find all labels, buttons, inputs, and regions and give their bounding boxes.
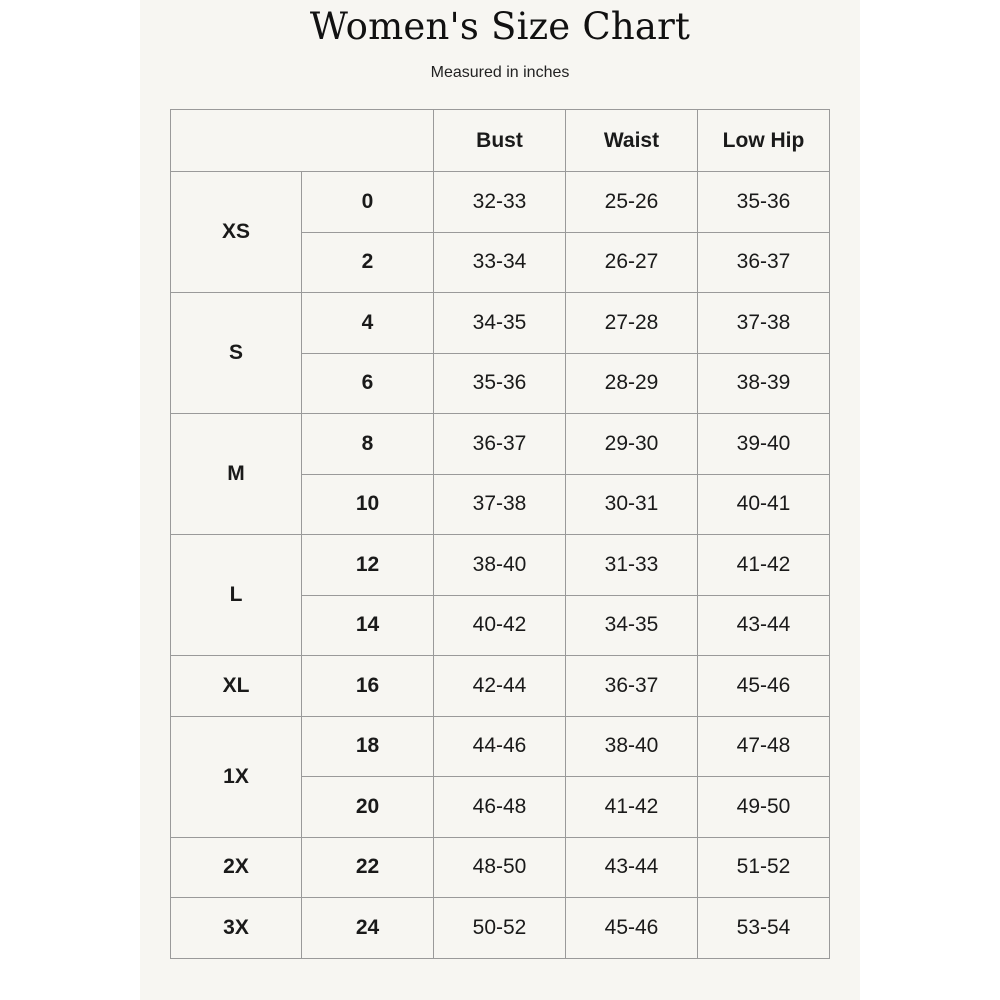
- bust-cell: 46-48: [434, 777, 566, 838]
- low-hip-cell: 41-42: [698, 535, 830, 596]
- size-number-cell: 10: [302, 474, 434, 535]
- table-row: [171, 172, 830, 233]
- bust-cell: 40-42: [434, 595, 566, 656]
- low-hip-cell: 37-38: [698, 293, 830, 354]
- waist-cell: 30-31: [566, 474, 698, 535]
- table-row: [171, 293, 830, 354]
- size-number-cell: 24: [302, 898, 434, 959]
- size-number-cell: 2: [302, 232, 434, 293]
- page-title: Women's Size Chart: [309, 5, 691, 48]
- waist-cell: 28-29: [566, 353, 698, 414]
- waist-cell: 36-37: [566, 656, 698, 717]
- bust-cell: 35-36: [434, 353, 566, 414]
- size-table: [170, 109, 830, 959]
- bust-cell: 50-52: [434, 898, 566, 959]
- size-letter-cell: 3X: [171, 898, 302, 959]
- size-number-cell: 4: [302, 293, 434, 354]
- table-row: [171, 414, 830, 475]
- bust-cell: 32-33: [434, 172, 566, 233]
- header-blank-cell: [171, 110, 434, 172]
- waist-cell: 26-27: [566, 232, 698, 293]
- size-number-cell: 8: [302, 414, 434, 475]
- bust-cell: 37-38: [434, 474, 566, 535]
- table-row: [171, 837, 830, 898]
- low-hip-cell: 51-52: [698, 837, 830, 898]
- size-number-cell: 18: [302, 716, 434, 777]
- bust-cell: 48-50: [434, 837, 566, 898]
- low-hip-cell: 39-40: [698, 414, 830, 475]
- bust-cell: 34-35: [434, 293, 566, 354]
- low-hip-cell: 38-39: [698, 353, 830, 414]
- table-row: [171, 898, 830, 959]
- size-letter-cell: 1X: [171, 716, 302, 837]
- bust-cell: 33-34: [434, 232, 566, 293]
- size-letter-cell: L: [171, 535, 302, 656]
- waist-cell: 38-40: [566, 716, 698, 777]
- size-number-cell: 14: [302, 595, 434, 656]
- size-table-body: [171, 172, 830, 959]
- size-number-cell: 12: [302, 535, 434, 596]
- waist-cell: 41-42: [566, 777, 698, 838]
- waist-cell: 31-33: [566, 535, 698, 596]
- low-hip-cell: 45-46: [698, 656, 830, 717]
- table-row: [171, 535, 830, 596]
- low-hip-cell: 49-50: [698, 777, 830, 838]
- header-low-hip: Low Hip: [698, 110, 830, 172]
- waist-cell: 34-35: [566, 595, 698, 656]
- low-hip-cell: 35-36: [698, 172, 830, 233]
- size-number-cell: 6: [302, 353, 434, 414]
- size-number-cell: 20: [302, 777, 434, 838]
- size-number-cell: 22: [302, 837, 434, 898]
- header-bust: Bust: [434, 110, 566, 172]
- size-number-cell: 16: [302, 656, 434, 717]
- table-row: [171, 656, 830, 717]
- size-letter-cell: 2X: [171, 837, 302, 898]
- size-letter-cell: M: [171, 414, 302, 535]
- table-row: [171, 716, 830, 777]
- low-hip-cell: 53-54: [698, 898, 830, 959]
- waist-cell: 45-46: [566, 898, 698, 959]
- waist-cell: 27-28: [566, 293, 698, 354]
- low-hip-cell: 47-48: [698, 716, 830, 777]
- waist-cell: 29-30: [566, 414, 698, 475]
- size-number-cell: 0: [302, 172, 434, 233]
- header-row: [171, 110, 830, 172]
- bust-cell: 38-40: [434, 535, 566, 596]
- size-letter-cell: S: [171, 293, 302, 414]
- bust-cell: 42-44: [434, 656, 566, 717]
- size-letter-cell: XS: [171, 172, 302, 293]
- page-subtitle: Measured in inches: [430, 64, 570, 81]
- waist-cell: 43-44: [566, 837, 698, 898]
- size-letter-cell: XL: [171, 656, 302, 717]
- header-waist: Waist: [566, 110, 698, 172]
- bust-cell: 36-37: [434, 414, 566, 475]
- bust-cell: 44-46: [434, 716, 566, 777]
- waist-cell: 25-26: [566, 172, 698, 233]
- low-hip-cell: 43-44: [698, 595, 830, 656]
- low-hip-cell: 40-41: [698, 474, 830, 535]
- low-hip-cell: 36-37: [698, 232, 830, 293]
